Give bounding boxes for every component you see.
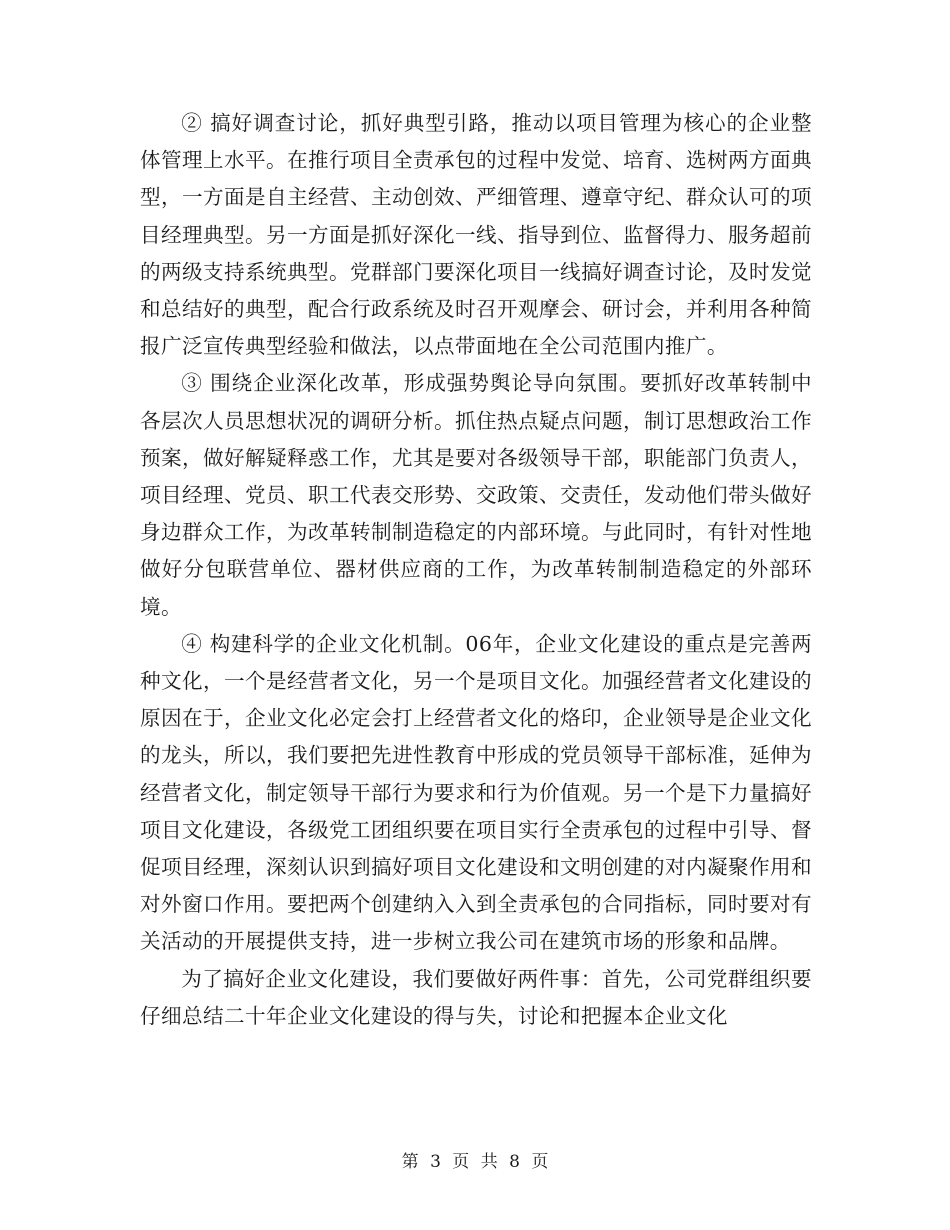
page-footer [0,1150,950,1174]
footer-page-unit: 页 [452,1152,470,1172]
paragraph-item-4: ④ 构建科学的企业文化机制。06年，企业文化建设的重点是完善两种文化，一个是经营者文化，另一个是项目文化。加强经营者文化建设的原因在于，企业文化必定会打上经营者文化的烙印，企业领导是企业文化的龙头，所以，我们要把先进性教育中形成的党员领导干部标准，延伸为经营者文化，制定领导干部行为要求和行为价值观。另一个是下力量搞好项目文化建设，各级党工团组织要在项目实行全责承包的过程中引导、督促项目经理，深刻认识到搞好项目文化建设和文明创建的对内凝聚作用和对外窗口作用。要把两个创建纳入入到全责承包的合同指标，同时要对有关活动的开展提供支持，进一步树立我公司在建筑市场的形象和品牌。 [140,631,812,954]
footer-total-pages: 8 [509,1152,520,1172]
footer-current-page: 3 [430,1152,441,1172]
footer-total-unit: 页 [531,1152,549,1172]
paragraph-item-2: ② 搞好调查讨论，抓好典型引路，推动以项目管理为核心的企业整体管理上水平。在推行项目全责承包的过程中发觉、培育、选树两方面典型，一方面是自主经营、主动创效、严细管理、遵章守纪、群众认可的项目经理典型。另一方面是抓好深化一线、指导到位、监督得力、服务超前的两级支持系统典型。党群部门要深化项目一线搞好调查讨论，及时发觉和总结好的典型，配合行政系统及时召开观摩会、研讨会，并利用各种简报广泛宣传典型经验和做法，以点带面地在全公司范围内推广。 [140,111,812,359]
footer-prefix: 第 [401,1152,419,1172]
paragraph-culture: 为了搞好企业文化建设，我们要做好两件事：首先，公司党群组织要仔细总结二十年企业文化建设的得与失，讨论和把握本企业文化 [140,966,812,1028]
footer-total-prefix: 共 [480,1152,498,1172]
document-body [140,105,812,1035]
paragraph-item-3: ③ 围绕企业深化改革，形成强势舆论导向氛围。要抓好改革转制中各层次人员思想状况的调研分析。抓住热点疑点问题，制订思想政治工作预案，做好解疑释惑工作，尤其是要对各级领导干部，职能部门负责人，项目经理、党员、职工代表交形势、交政策、交责任，发动他们带头做好身边群众工作，为改革转制制造稳定的内部环境。与此同时，有针对性地做好分包联营单位、器材供应商的工作，为改革转制制造稳定的外部环境。 [140,371,812,619]
